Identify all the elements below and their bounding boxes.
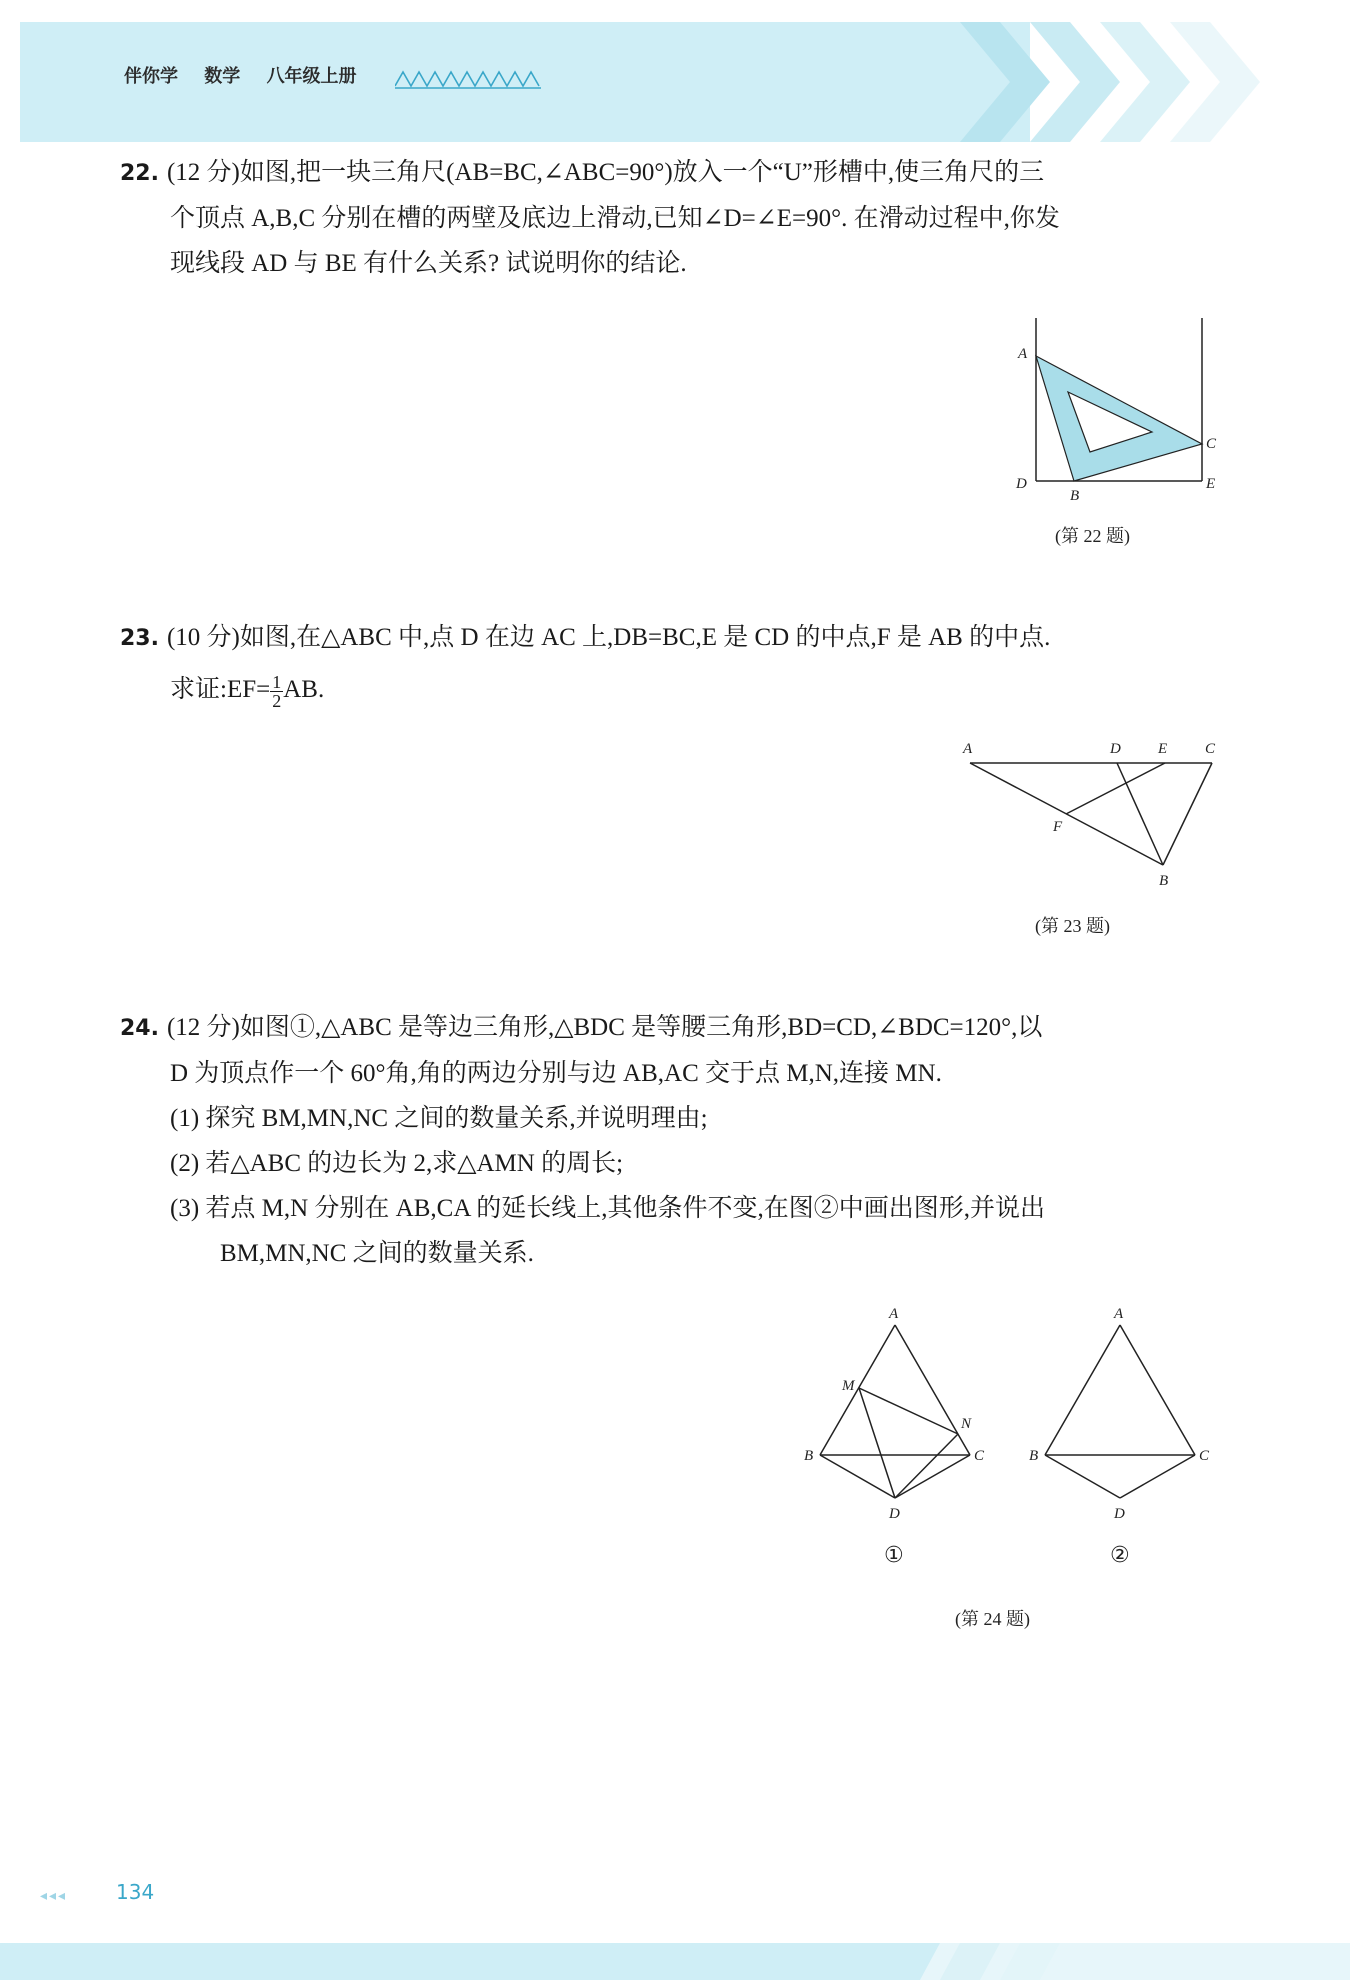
- label-b: B: [1159, 873, 1169, 889]
- figure-24-caption: (第 24 题): [955, 1609, 1030, 1629]
- figure-1-marker: ①: [884, 1543, 904, 1568]
- label-e: E: [1206, 476, 1216, 492]
- label-d: D: [889, 1506, 900, 1522]
- question-number: 22.: [120, 161, 159, 186]
- q24-line1: (12 分)如图①,△ABC 是等边三角形,△BDC 是等腰三角形,BD=CD,∠BDC=120°,以: [166, 1014, 1043, 1041]
- label-b: B: [804, 1448, 814, 1464]
- figure-24-2: [1025, 1300, 1225, 1545]
- proof-suffix: AB.: [283, 676, 325, 703]
- label-a: A: [889, 1306, 899, 1322]
- footer-band: [0, 1935, 1350, 1980]
- q24-line2: D 为顶点作一个 60°角,角的两边分别与边 AB,AC 交于点 M,N,连接 MN.: [170, 1060, 942, 1087]
- proof-prefix: 求证:EF=: [170, 676, 271, 703]
- page-number: 134: [116, 1880, 155, 1904]
- q24-part3b: BM,MN,NC 之间的数量关系.: [220, 1240, 534, 1267]
- q24-part3a: (3) 若点 M,N 分别在 AB,CA 的延长线上,其他条件不变,在图②中画出图形,并说出: [170, 1195, 1046, 1222]
- label-a: A: [963, 741, 973, 757]
- figure-23: [955, 735, 1235, 900]
- subject-name: 数学: [204, 66, 241, 87]
- label-d: D: [1114, 1506, 1125, 1522]
- q22-line2: 个顶点 A,B,C 分别在槽的两壁及底边上滑动,已知∠D=∠E=90°. 在滑动过程中,你发: [170, 205, 1060, 232]
- zigzag-decoration-icon: [395, 68, 543, 90]
- fraction-one-half: $\frac{1}{2}$: [272, 671, 282, 711]
- q23-line1: (10 分)如图,在△ABC 中,点 D 在边 AC 上,DB=BC,E 是 CD 的中点,F 是 AB 的中点.: [166, 624, 1051, 651]
- grade-name: 八年级上册: [266, 66, 357, 87]
- label-f: F: [1053, 819, 1063, 835]
- label-c: C: [1205, 741, 1216, 757]
- question-22: [120, 150, 1235, 286]
- header-chevron-decoration: [960, 22, 1290, 142]
- label-n: N: [961, 1416, 972, 1432]
- label-e: E: [1158, 741, 1168, 757]
- label-c: C: [1199, 1448, 1210, 1464]
- label-a: A: [1114, 1306, 1124, 1322]
- question-24: [120, 1005, 1235, 1276]
- label-a: A: [1018, 346, 1028, 362]
- book-name: 伴你学: [124, 66, 178, 87]
- label-d: D: [1110, 741, 1121, 757]
- label-b: B: [1029, 1448, 1039, 1464]
- q22-line3: 现线段 AD 与 BE 有什么关系? 试说明你的结论.: [170, 250, 687, 277]
- header-title: [124, 62, 377, 88]
- q22-line1: (12 分)如图,把一块三角尺(AB=BC,∠ABC=90°)放入一个“U”形槽中,使三角尺的三: [166, 159, 1045, 186]
- label-m: M: [842, 1378, 855, 1394]
- figure-22: [1010, 308, 1240, 513]
- figure-24-1: [800, 1300, 1000, 1545]
- question-number: 23.: [120, 626, 159, 651]
- label-c: C: [974, 1448, 985, 1464]
- question-23: [120, 615, 1235, 712]
- label-c: C: [1206, 436, 1217, 452]
- figure-23-caption: (第 23 题): [1035, 916, 1110, 936]
- q24-part1: (1) 探究 BM,MN,NC 之间的数量关系,并说明理由;: [170, 1105, 708, 1132]
- label-d: D: [1016, 476, 1027, 492]
- label-b: B: [1070, 488, 1080, 504]
- q23-proof: [120, 667, 1235, 712]
- figure-2-marker: ②: [1110, 1543, 1130, 1568]
- figure-22-caption: (第 22 题): [1055, 526, 1130, 546]
- q24-part2: (2) 若△ABC 的边长为 2,求△AMN 的周长;: [170, 1150, 624, 1177]
- question-number: 24.: [120, 1016, 159, 1041]
- page-arrow-icon: ◂◂◂: [40, 1889, 68, 1904]
